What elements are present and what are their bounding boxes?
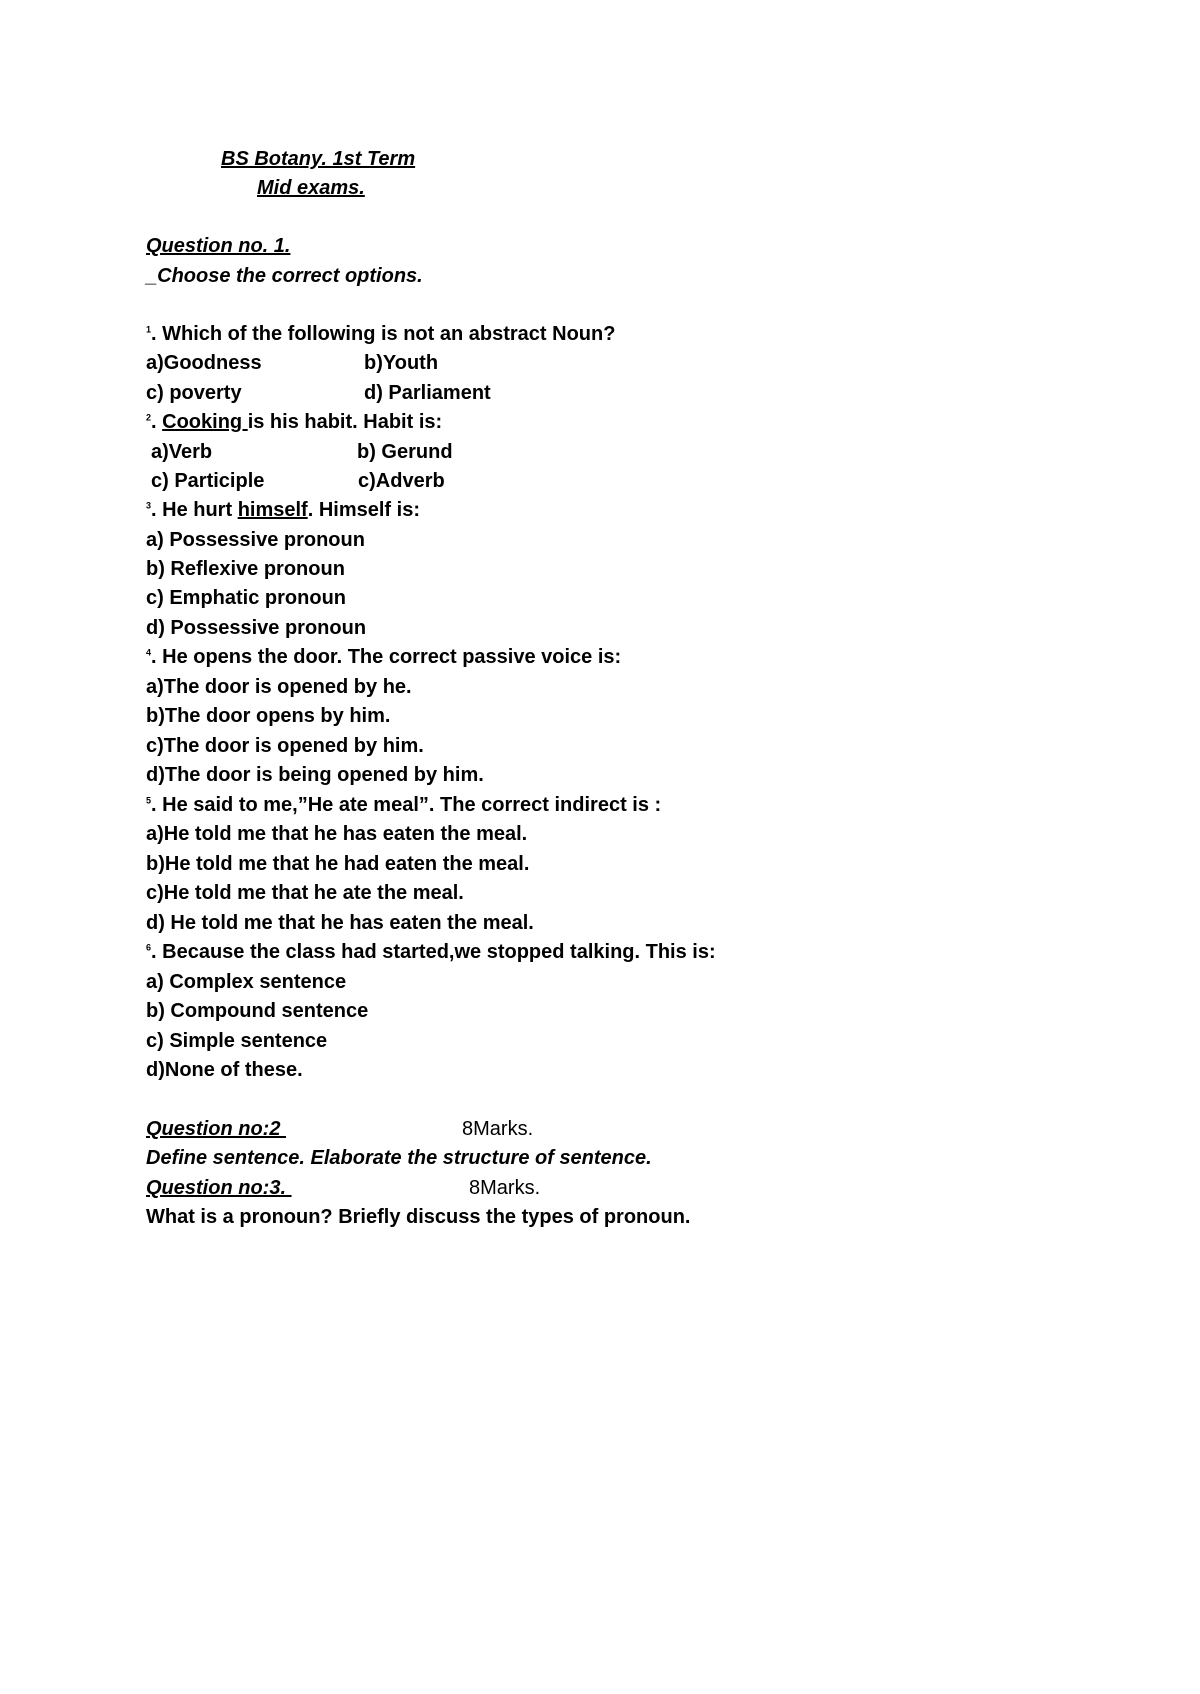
underlined-word: Cooking	[162, 411, 248, 433]
question-stem-3	[146, 498, 420, 522]
question-number: 1	[146, 324, 152, 335]
question-stem-5	[146, 793, 661, 817]
question-stem-text: . Because the class had started,we stopped talking. This is:	[151, 941, 716, 963]
question2-heading: Question no:2	[146, 1118, 286, 1140]
exam-title: BS Botany. 1st Term	[221, 148, 416, 170]
underlined-word: himself	[237, 499, 308, 521]
question-stem-text: . He opens the door. The correct passive voice is:	[151, 646, 622, 668]
question-stem-1	[146, 322, 615, 346]
option: d) Possessive pronoun	[146, 617, 367, 639]
question-stem-text: . Which of the following is not an abstract Noun?	[151, 323, 616, 345]
question-stem-4	[146, 645, 621, 669]
option: c)He told me that he ate the meal.	[146, 882, 464, 904]
question-number: 3	[146, 500, 152, 511]
option: d)The door is being opened by him.	[146, 764, 484, 786]
option: d) Parliament	[364, 382, 491, 404]
question1-heading: Question no. 1.	[146, 235, 291, 257]
question-number: 4	[146, 647, 152, 658]
option: b)He told me that he had eaten the meal.	[146, 853, 530, 875]
question-stem-2	[146, 410, 442, 434]
option: c)Adverb	[358, 470, 445, 492]
exam-subtitle: Mid exams.	[257, 177, 365, 199]
option: c) Emphatic pronoun	[146, 587, 346, 609]
question-stem-text: .	[151, 411, 163, 433]
question-number: 2	[146, 412, 152, 423]
question2-text: Define sentence. Elaborate the structure of sentence.	[146, 1147, 652, 1169]
option: c)The door is opened by him.	[146, 735, 424, 757]
question3-text: What is a pronoun? Briefly discuss the types of pronoun.	[146, 1206, 691, 1228]
question3-marks: 8Marks.	[469, 1177, 541, 1199]
option: c) poverty	[146, 382, 242, 404]
question-stem-text: . He said to me,”He ate meal”. The correct indirect is :	[151, 794, 662, 816]
option: b)Youth	[364, 352, 439, 374]
option-row	[146, 351, 439, 375]
option: b) Compound sentence	[146, 1000, 369, 1022]
option: a)Goodness	[146, 352, 262, 374]
option: a)Verb	[151, 441, 213, 463]
option: a)The door is opened by he.	[146, 676, 412, 698]
question-number: 5	[146, 795, 152, 806]
option: a)He told me that he has eaten the meal.	[146, 823, 528, 845]
question-stem-text: . He hurt	[151, 499, 238, 521]
option: c) Participle	[151, 470, 265, 492]
question1-instruction: _Choose the correct options.	[146, 265, 423, 287]
option: b)The door opens by him.	[146, 705, 391, 727]
option-row	[151, 469, 445, 493]
option-row	[146, 381, 491, 405]
option: a) Possessive pronoun	[146, 529, 365, 551]
option: b) Gerund	[357, 441, 453, 463]
question-stem-text: is his habit. Habit is:	[247, 411, 443, 433]
question-stem-text: . Himself is:	[307, 499, 420, 521]
option: d) He told me that he has eaten the meal.	[146, 912, 534, 934]
option: a) Complex sentence	[146, 971, 347, 993]
question2-marks: 8Marks.	[462, 1118, 534, 1140]
option-row	[151, 440, 453, 464]
option: b) Reflexive pronoun	[146, 558, 345, 580]
option: d)None of these.	[146, 1059, 303, 1081]
question-stem-6	[146, 940, 716, 964]
option: c) Simple sentence	[146, 1030, 328, 1052]
question-number: 6	[146, 942, 152, 953]
question3-heading: Question no:3.	[146, 1177, 292, 1199]
